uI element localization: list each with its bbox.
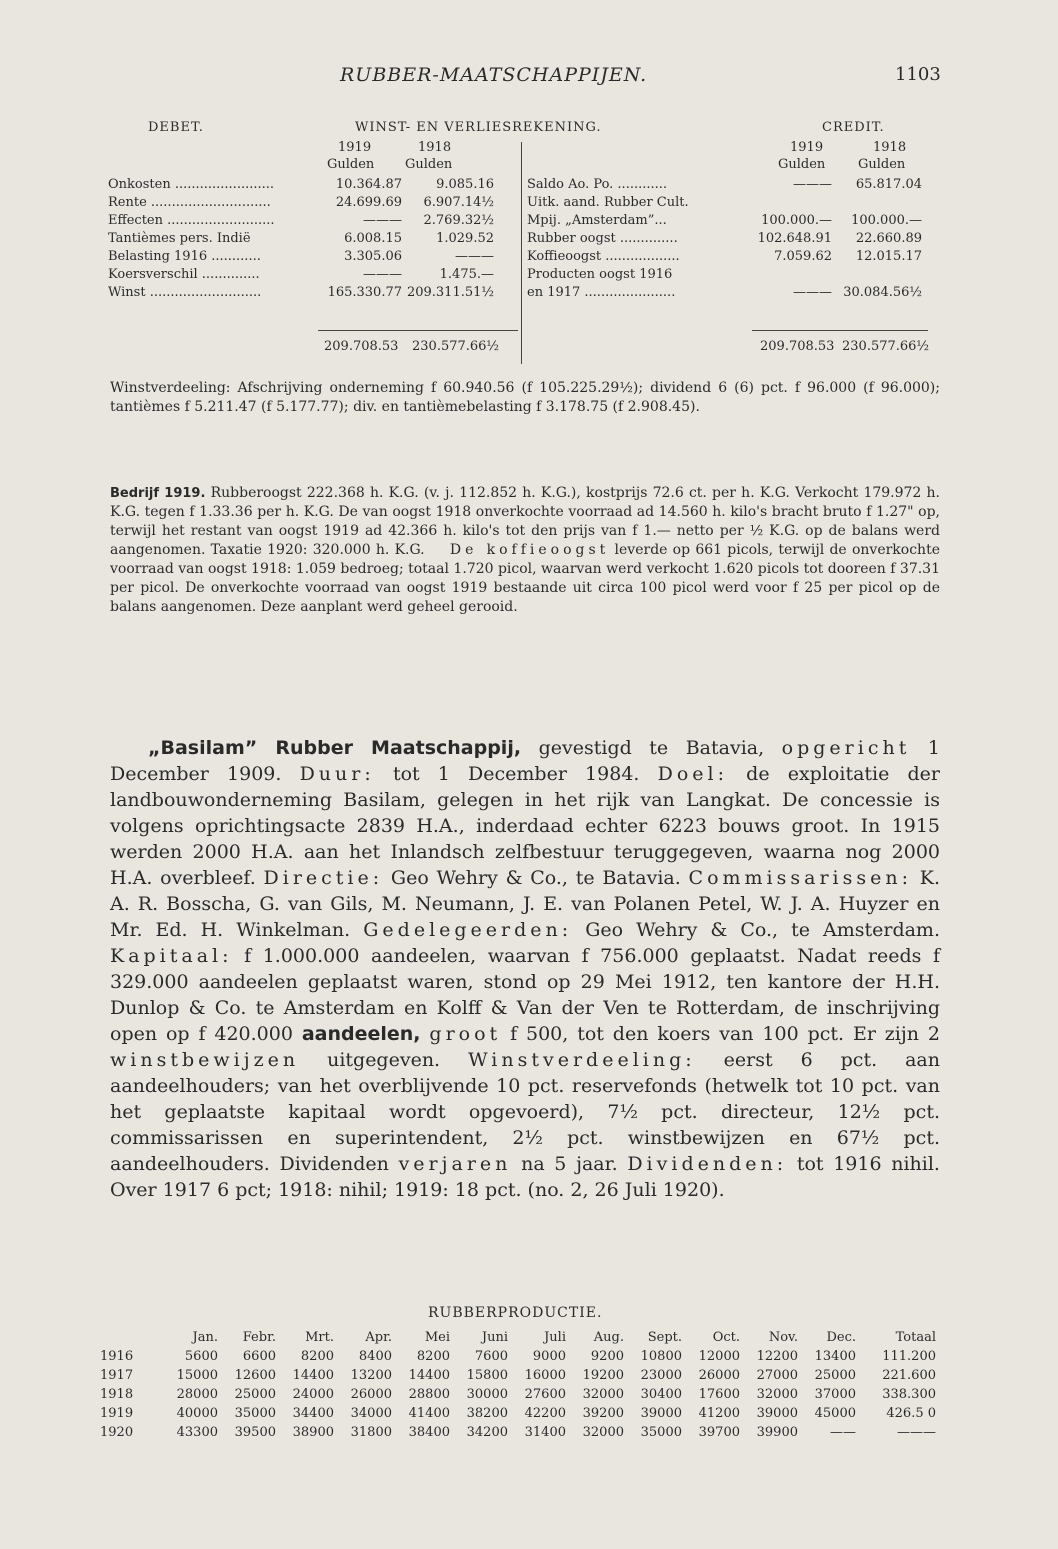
koffie-word: De koffieoogst (449, 542, 610, 558)
credit-currency-1918: Gulden (858, 157, 906, 172)
production-year: 1918 (100, 1387, 134, 1402)
winstbewijzen-label: winstbewijzen (110, 1049, 300, 1071)
month-header: Sept. (647, 1330, 682, 1345)
bedrijf-label: Bedrijf 1919. (110, 486, 206, 501)
total-header: Totaal (895, 1330, 936, 1345)
debit-total-1918: 230.577.66½ (412, 339, 500, 354)
credit-label: CREDIT. (822, 120, 885, 135)
koffie-text: leverde op 661 picols, terwijl de onverkochte voorraad van oogst 1918: 1.059 bedroeg; totaal 1.720 picol, waarvan werd verkocht 1.620 picols tot dooreen f 37.31 per picol. De onverkochte voorraad van oogst 1919 bestaande uit circa 100 picol werd voor f 25 per picol op de balans aangenomen. Deze aanplant werd geheel gerooid. (110, 542, 940, 615)
month-header: Dec. (826, 1330, 856, 1345)
month-header: Apr. (365, 1330, 392, 1345)
production-row: 1916 5600 6600 8200 8400 8200 7600 9000 9200 10800 12000 12200 13400 111.200 (100, 1349, 936, 1364)
month-header: Aug. (593, 1330, 624, 1345)
production-year: 1917 (100, 1368, 134, 1383)
gedelegeerden-label: Gedelegeerden: (363, 919, 573, 941)
credit-total-1918: 230.577.66½ (842, 339, 930, 354)
credit-year-1918: 1918 (873, 140, 907, 155)
kapitaal-label: Kapitaal: (110, 945, 233, 967)
production-row: 1917 15000 12600 14400 13200 14400 15800 16000 19200 23000 26000 27000 25000 221.600 (100, 1368, 936, 1383)
credit-table (527, 176, 922, 302)
credit-row: Saldo Ao. Po. ............ ——— 65.817.04 (527, 177, 922, 192)
production-row: 1920 43300 39500 38900 31800 38400 34200 31400 32000 35000 39700 39900 —— ——— (100, 1425, 936, 1440)
month-header: Mrt. (305, 1330, 334, 1345)
credit-row: Koffieoogst .................. 7.059.62 12.015.17 (527, 249, 922, 264)
credit-currency-1919: Gulden (778, 157, 826, 172)
debit-total-1919: 209.708.53 (324, 339, 399, 354)
directie-label: Directie: (263, 867, 384, 889)
debit-row: Koersverschil .............. ——— 1.475.— (108, 267, 494, 282)
production-table (100, 1328, 936, 1442)
credit-year-1919: 1919 (790, 140, 824, 155)
production-row: 1919 40000 35000 34400 34000 41400 38200 42200 39200 39000 41200 39000 45000 426.5 0 (100, 1406, 936, 1421)
opgericht-label: opgericht (781, 737, 911, 759)
groot-label: groot (429, 1023, 502, 1045)
debit-table (108, 176, 494, 302)
running-header: RUBBER-MAATSCHAPPIJEN. (340, 64, 648, 86)
debit-row: Winst ........................... 165.330.77 209.311.51½ (108, 285, 494, 300)
production-row: 1918 28000 25000 24000 26000 28800 30000 27600 32000 30400 17600 32000 37000 338.300 (100, 1387, 936, 1402)
bedrijf-paragraph (110, 484, 940, 617)
dividenden-label: Dividenden: (627, 1153, 788, 1175)
month-header: Juli (544, 1330, 566, 1345)
credit-row: Uitk. aand. Rubber Cult. (527, 195, 689, 210)
debit-row: Tantièmes pers. Indië 6.008.15 1.029.52 (108, 231, 494, 246)
account-divider (521, 142, 522, 364)
production-year: 1916 (100, 1349, 134, 1364)
credit-row: Producten oogst 1916 (527, 267, 673, 282)
winstverdeeling-paragraph: Winstverdeeling: Afschrijving onderneming f 60.940.56 (f 105.225.29½); dividend 6 (6) pct. f 96.000 (f 96.000); tantièmes f 5.211.47 (f 5.177.77); div. en tantièmebelasting f 3.178.75 (f 2.908.45). (110, 380, 940, 415)
credit-total-rule (752, 330, 928, 331)
account-title: WINST- EN VERLIESREKENING. (355, 120, 602, 135)
winstverdeeling-label: Winstverdeeling: (468, 1049, 696, 1071)
month-header: Juni (481, 1330, 508, 1345)
debit-year-1918: 1918 (418, 140, 452, 155)
duur-label: Duur: (299, 763, 375, 785)
verjaren-label: verjaren (398, 1153, 512, 1175)
production-title: RUBBERPRODUCTIE. (428, 1305, 603, 1321)
bedrijf-text: Rubberoogst 222.368 h. K.G. (v. j. 112.852 h. K.G.), kostprijs 72.6 ct. per h. K.G. Verkocht 179.972 h. K.G. tegen f 1.33.36 per h. K.G. De van oogst 1918 onverkochte voorraad ad 14.560 h. kilo's bracht bruto f 1.27" op, terwijl het restant van oogst 1919 ad 42.366 h. kilo's tot den prijs van f 1.— netto per ½ K.G. op de balans werd aangenomen. Taxatie 1920: 320.000 h. K.G. (110, 485, 940, 558)
debit-year-1919: 1919 (338, 140, 372, 155)
production-header-row (100, 1328, 936, 1347)
month-header: Mei (424, 1330, 450, 1345)
debet-label: DEBET. (148, 120, 204, 135)
debit-currency-1919: Gulden (327, 157, 375, 172)
page-number: 1103 (895, 64, 941, 85)
company-paragraph: „Basilam” Rubber Maatschappij, gevestigd te Batavia, opgericht 1 December 1909. Duur: tot 1 December 1984. Doel: de exploitatie der landbouwonderneming Basilam, gelegen in het rijk van Langkat. De concessie is volgens oprichtingsacte 2839 H.A., inderdaad echter 6223 bouws groot. In 1915 werden 2000 H.A. aan het Inlandsch zelfbestuur teruggegeven, waarna nog 2000 H.A. overbleef. Directie: Geo Wehry & Co., te Batavia. Commissarissen: K. A. R. Bosscha, G. van Gils, M. Neumann, J. E. van Polanen Petel, W. J. A. Huyzer en Mr. Ed. H. Winkelman. Gedelegeerden: Geo Wehry & Co., te Amsterdam. Kapitaal: f 1.000.000 aandeelen, waarvan f 756.000 geplaatst. Nadat reeds f 329.000 aandeelen geplaatst waren, stond op 29 Mei 1912, ten kantore der H.H. Dunlop & Co. te Amsterdam en Kolff & Van der Ven te Rotterdam, de inschrijving open op f 420.000 aandeelen, groot f 500, tot den koers van 100 pct. Er zijn 2 winstbewijzen uitgegeven. Winstverdeeling: eerst 6 pct. aan aandeelhouders; van het overblijvende 10 pct. reservefonds (hetwelk tot 10 pct. van het geplaatste kapitaal wordt opgevoerd), 7½ pct. directeur, 12½ pct. commissarissen en superintendent, 2½ pct. winstbewijzen en 67½ pct. aandeelhouders. Dividenden verjaren na 5 jaar. Dividenden: tot 1916 nihil. Over 1917 6 pct; 1918: nihil; 1919: 18 pct. (no. 2, 26 Juli 1920). (110, 737, 941, 1201)
debit-currency-1918: Gulden (405, 157, 453, 172)
commissarissen-label: Commissarissen: (688, 867, 913, 889)
month-header: Jan. (192, 1330, 218, 1345)
debit-row: Onkosten ........................ 10.364.87 9.085.16 (108, 177, 494, 192)
debit-total-rule (318, 330, 518, 331)
month-header: Oct. (712, 1330, 740, 1345)
debit-row: Rente ............................. 24.699.69 6.907.14½ (108, 195, 494, 210)
doel-label: Doel: (657, 763, 729, 785)
debit-row: Effecten .......................... ——— 2.769.32½ (108, 213, 494, 228)
production-year: 1919 (100, 1406, 134, 1421)
production-year: 1920 (100, 1425, 134, 1440)
credit-row: en 1917 ...................... ——— 30.084.56½ (527, 285, 922, 300)
credit-row: Rubber oogst .............. 102.648.91 22.660.89 (527, 231, 922, 246)
debit-row: Belasting 1916 ............ 3.305.06 ——— (108, 249, 494, 264)
aandeelen-label: aandeelen, (301, 1023, 421, 1045)
company-name: „Basilam” Rubber Maatschappij, (148, 737, 522, 759)
month-header: Febr. (242, 1330, 276, 1345)
month-header: Nov. (768, 1330, 798, 1345)
credit-total-1919: 209.708.53 (760, 339, 835, 354)
credit-row: Mpij. „Amsterdam”... 100.000.— 100.000.— (527, 213, 922, 228)
